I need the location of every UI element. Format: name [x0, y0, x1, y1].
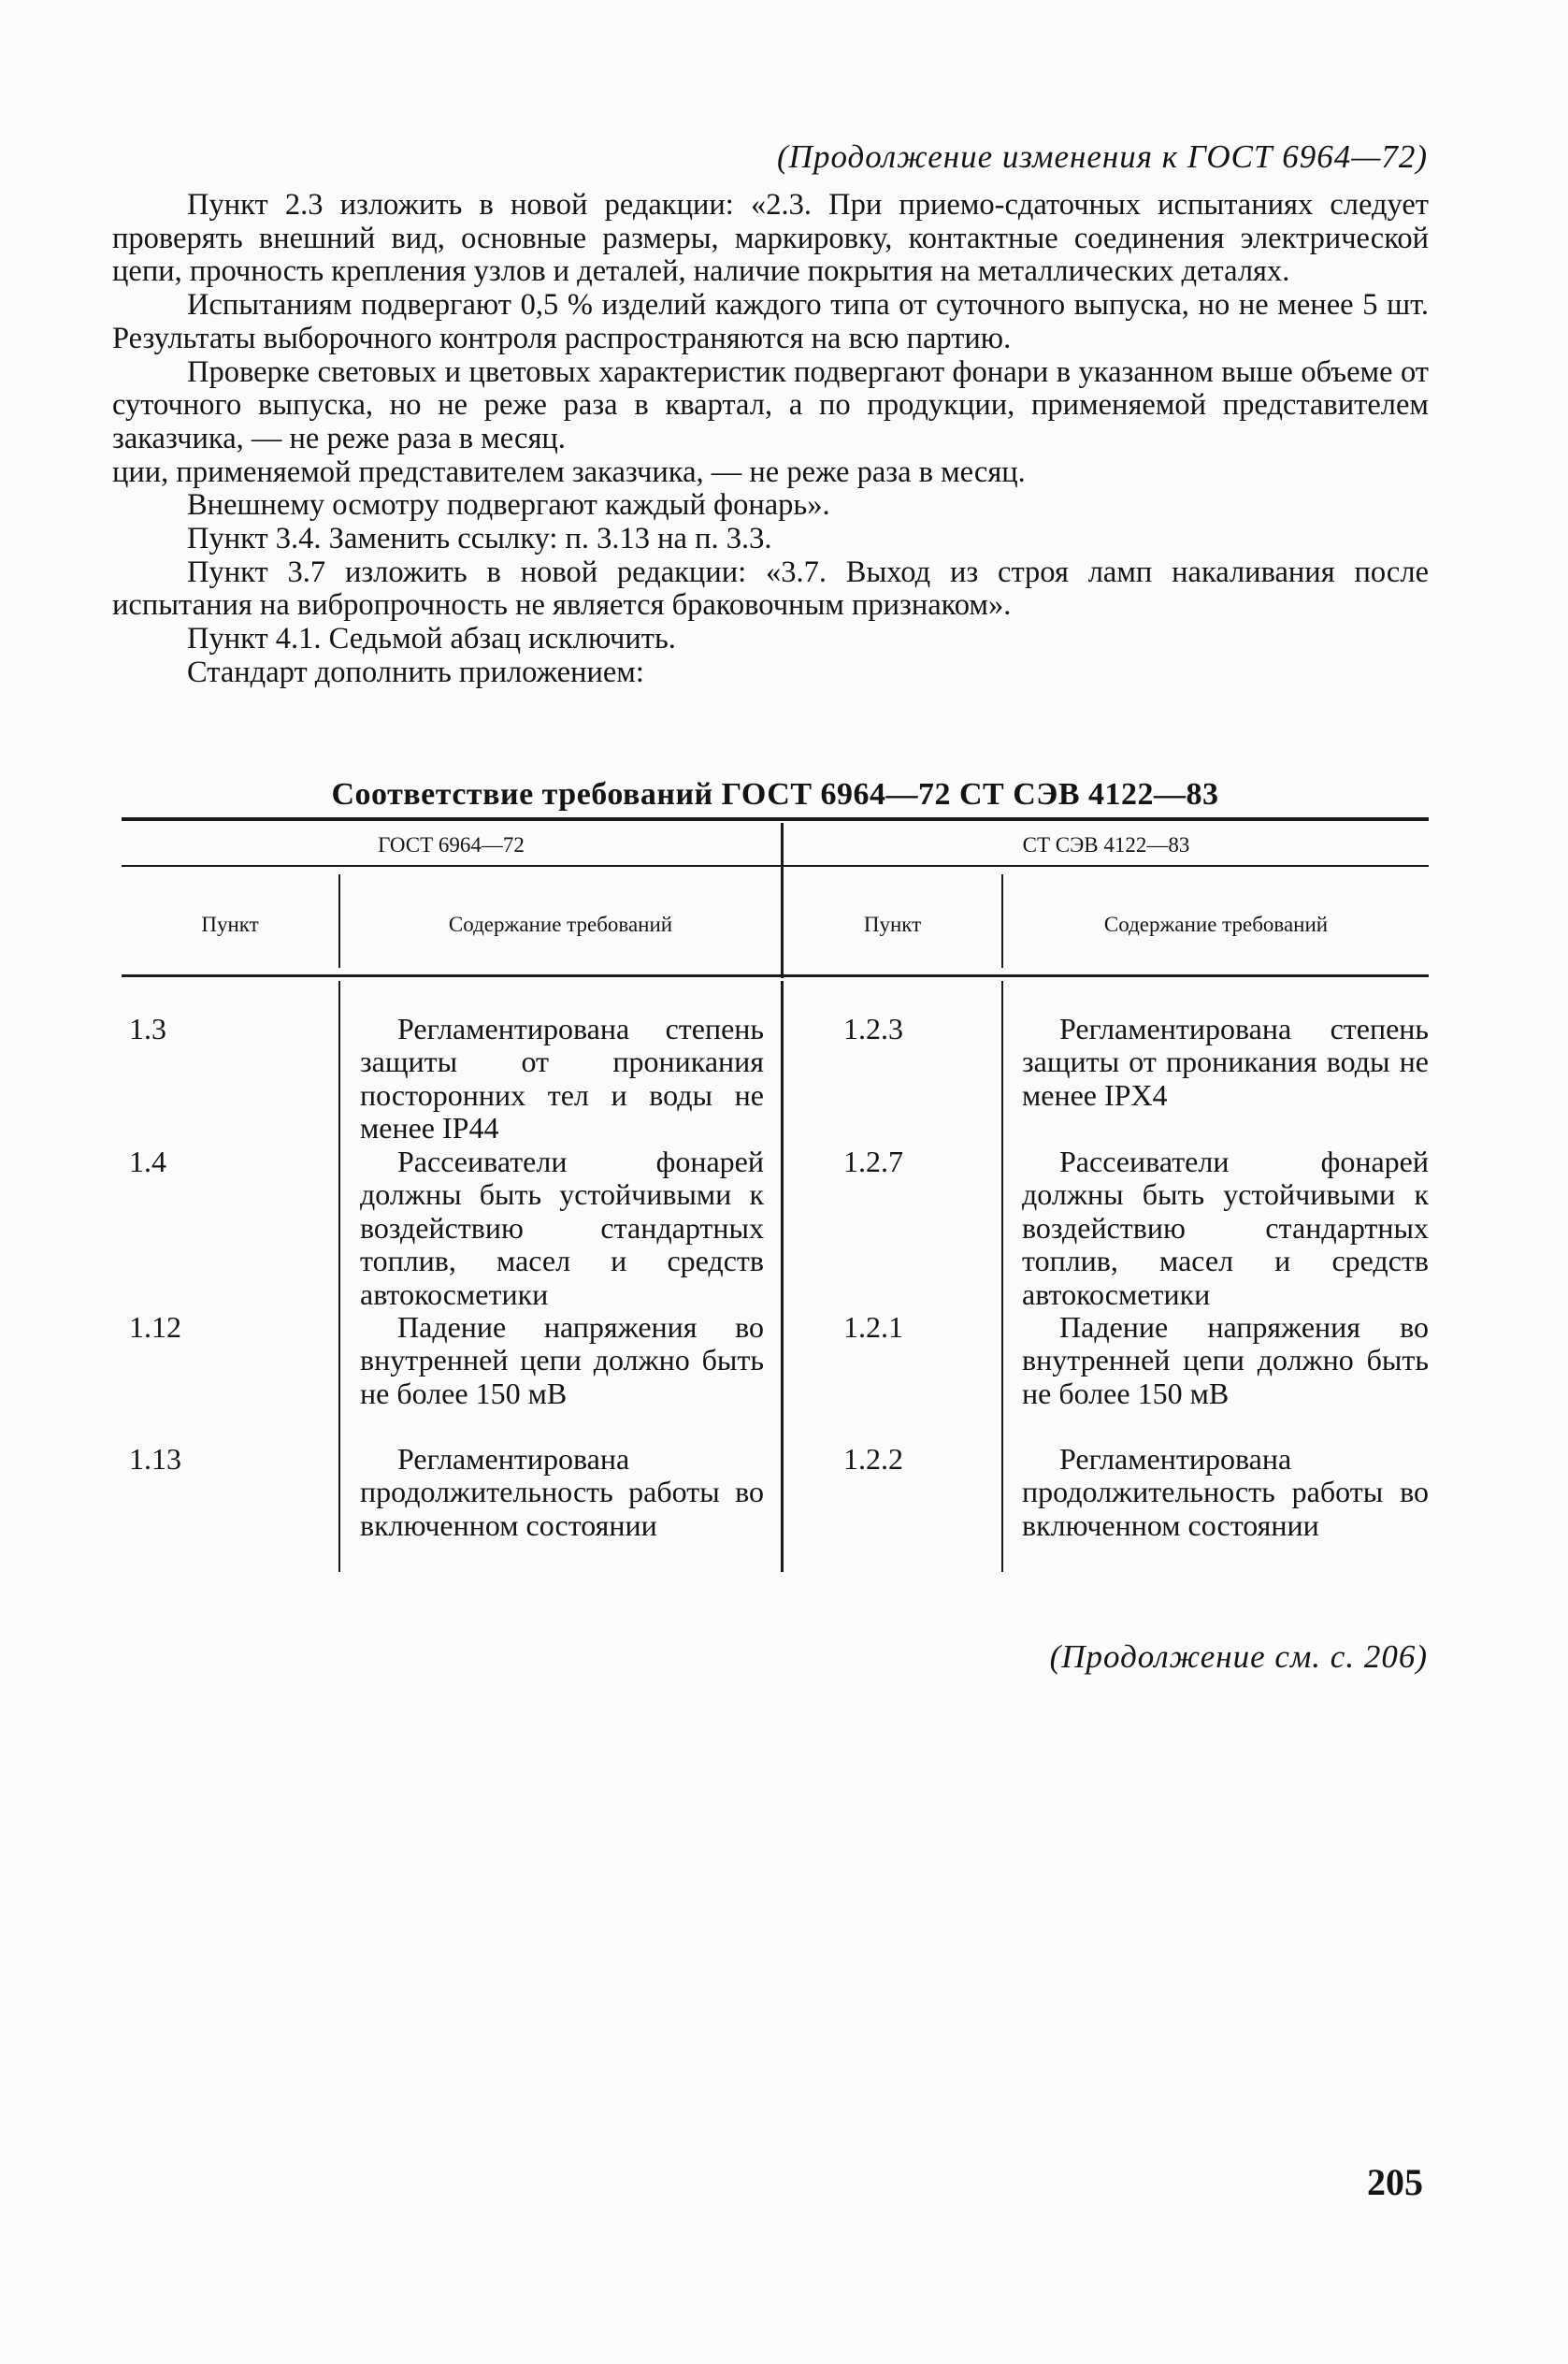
sev-requirement: Регламентирована степень защиты от проникания воды не менее IPX4 — [1022, 1012, 1429, 1112]
paragraph: Проверке световых и цветовых характеристик подвергают фонари в указанном выше объеме от суточного выпуска, но не реже раза в квартал, а по продукции, применяемой представителем заказчика, — не реже раза в месяц. — [112, 354, 1429, 455]
gost-point: 1.13 — [129, 1442, 181, 1476]
paragraph: Испытаниям подвергают 0,5 % изделий каждого типа от суточного выпуска, но не менее 5 шт. Результаты выборочного контроля распространяются на всю партию. — [112, 288, 1429, 355]
sev-point: 1.2.2 — [843, 1442, 903, 1476]
paragraph: Пункт 3.7 изложить в новой редакции: «3.7. Выход из строя ламп накаливания после испытания на вибропрочность не является браковочным признаком». — [112, 555, 1429, 623]
right-col-divider-body — [1001, 981, 1003, 1572]
group-header-sev: СТ СЭВ 4122—83 — [1022, 833, 1190, 857]
footer-continuation-note: (Продолжение см. с. 206) — [1049, 1638, 1428, 1675]
paragraph: Внешнему осмотру подвергают каждый фонарь». — [187, 488, 830, 523]
sev-point: 1.2.1 — [843, 1310, 903, 1344]
sev-requirement: Рассеиватели фонарей должны быть устойчивыми к воздействию стандартных топлив, масел и средств автокосметики — [1022, 1145, 1429, 1311]
group-header-gost: ГОСТ 6964—72 — [378, 833, 525, 857]
paragraph: Пункт 3.4. Заменить ссылку: п. 3.13 на п. 3.3. — [187, 522, 772, 556]
header-continuation-note: (Продолжение изменения к ГОСТ 6964—72) — [777, 138, 1428, 175]
gost-requirement: Регламентирована продолжительность работы во включенном состоянии — [360, 1442, 764, 1542]
paragraph: ции, применяемой представителем заказчика, — не реже раза в месяц. — [112, 454, 1026, 489]
amendment-text — [112, 189, 1429, 690]
left-col-divider-body — [338, 981, 340, 1572]
table-top-rule — [122, 817, 1429, 821]
gost-requirement: Регламентирована степень защиты от проникания посторонних тел и воды не менее IP44 — [360, 1012, 764, 1146]
column-header-point-gost: Пункт — [201, 913, 259, 936]
gost-requirement: Падение напряжения во внутренней цепи должно быть не более 150 мВ — [360, 1310, 764, 1410]
gost-requirement: Рассеиватели фонарей должны быть устойчивыми к воздействию стандартных топлив, масел и средств автокосметики — [360, 1145, 764, 1311]
sev-point: 1.2.7 — [843, 1145, 903, 1178]
paragraph: Стандарт дополнить приложением: — [187, 655, 644, 689]
paragraph: Пункт 2.3 изложить в новой редакции: «2.3. При приемо-сдаточных испытаниях следует проверять внешний вид, основные размеры, маркировку, контактные соединения электрической цепи, прочность крепления узлов и деталей, наличие покрытия на металлических деталях. — [112, 188, 1429, 289]
column-header-point-sev: Пункт — [863, 913, 922, 936]
gost-point: 1.12 — [129, 1310, 181, 1344]
column-header-content-gost: Содержание требований — [448, 913, 673, 936]
sev-requirement: Падение напряжения во внутренней цепи должно быть не более 150 мВ — [1022, 1310, 1429, 1410]
group-header-rule — [122, 865, 1429, 867]
sev-point: 1.2.3 — [843, 1012, 903, 1045]
column-header-rule — [122, 974, 1429, 977]
page-number: 205 — [1367, 2161, 1423, 2203]
sev-requirement: Регламентирована продолжительность работы во включенном состоянии — [1022, 1442, 1429, 1542]
group-divider-body — [781, 981, 784, 1572]
gost-point: 1.4 — [129, 1145, 166, 1178]
gost-point: 1.3 — [129, 1012, 166, 1045]
column-header-content-sev: Содержание требований — [1103, 913, 1329, 936]
paragraph: Пункт 4.1. Седьмой абзац исключить. — [187, 622, 676, 656]
table-title: Соответствие требований ГОСТ 6964—72 СТ СЭВ 4122—83 — [331, 777, 1219, 812]
